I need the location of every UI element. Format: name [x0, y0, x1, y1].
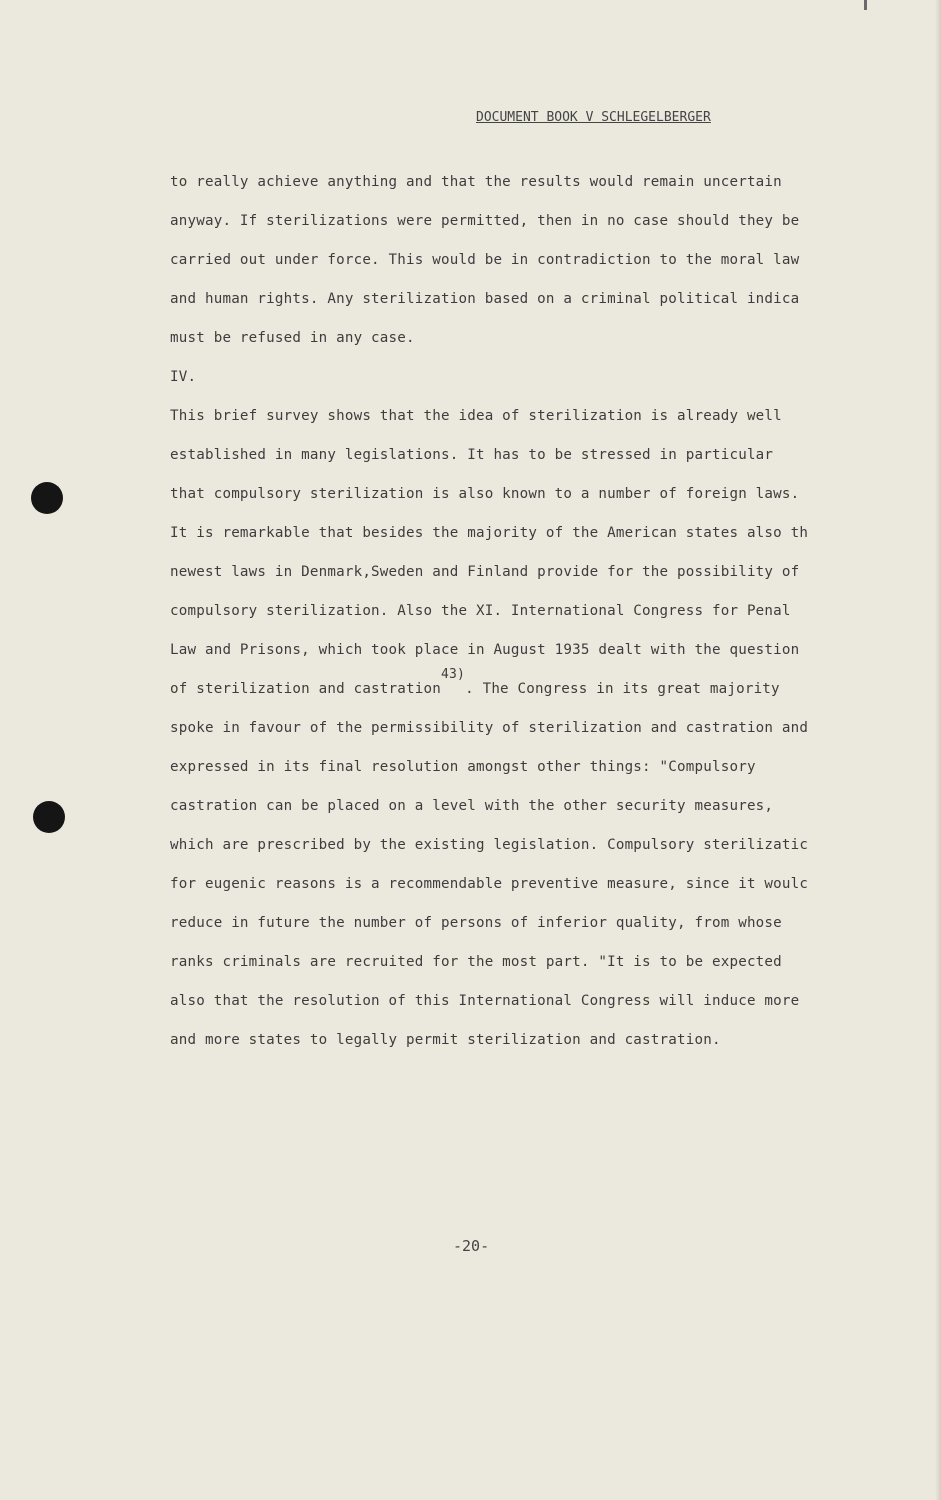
text-line: Law and Prisons, which took place in August 1935 dealt with the question: [170, 642, 800, 658]
text-line: This brief survey shows that the idea of sterilization is already well: [170, 408, 782, 424]
text-line: newest laws in Denmark,Sweden and Finland provide for the possibility of: [170, 564, 800, 580]
text-line: must be refused in any case.: [170, 330, 415, 346]
text-line: and more states to legally permit sterilization and castration.: [170, 1032, 721, 1048]
text-line: spoke in favour of the permissibility of sterilization and castration and: [170, 720, 809, 736]
punch-hole-icon: [31, 482, 63, 514]
text-line: expressed in its final resolution amongst other things: "Compulsory: [170, 759, 756, 775]
page-number: -20-: [453, 1237, 490, 1255]
text-line: also that the resolution of this International Congress will induce more: [170, 993, 800, 1009]
text-line: ranks criminals are recruited for the most part. "It is to be expected: [170, 954, 782, 970]
page-edge-shadow: [935, 0, 941, 1500]
text-line: compulsory sterilization. Also the XI. International Congress for Penal: [170, 603, 791, 619]
text-line: which are prescribed by the existing legislation. Compulsory sterilizatic: [170, 837, 809, 853]
body-text: [170, 163, 870, 1060]
text-line: established in many legislations. It has to be stressed in particular: [170, 447, 774, 463]
text-line-with-footnote: [170, 667, 870, 709]
text-line: to really achieve anything and that the results would remain uncertain: [170, 174, 782, 190]
punch-hole-icon: [33, 801, 65, 833]
text-line: It is remarkable that besides the majority of the American states also th: [170, 525, 809, 541]
text-segment: . The Congress in its great majority: [465, 681, 780, 697]
document-header: DOCUMENT BOOK V SCHLEGELBERGER: [476, 110, 711, 125]
text-line: that compulsory sterilization is also known to a number of foreign laws.: [170, 486, 800, 502]
text-line: carried out under force. This would be in contradiction to the moral law: [170, 252, 800, 268]
text-line: anyway. If sterilizations were permitted, then in no case should they be: [170, 213, 800, 229]
footnote-reference: 43): [441, 667, 466, 682]
text-line: and human rights. Any sterilization based on a criminal political indica: [170, 291, 800, 307]
text-segment: of sterilization and castration: [170, 681, 441, 697]
text-line: castration can be placed on a level with the other security measures,: [170, 798, 774, 814]
section-heading: IV.: [170, 369, 197, 385]
corner-mark: [864, 0, 867, 10]
text-line: reduce in future the number of persons of inferior quality, from whose: [170, 915, 782, 931]
text-line: for eugenic reasons is a recommendable preventive measure, since it woulc: [170, 876, 809, 892]
